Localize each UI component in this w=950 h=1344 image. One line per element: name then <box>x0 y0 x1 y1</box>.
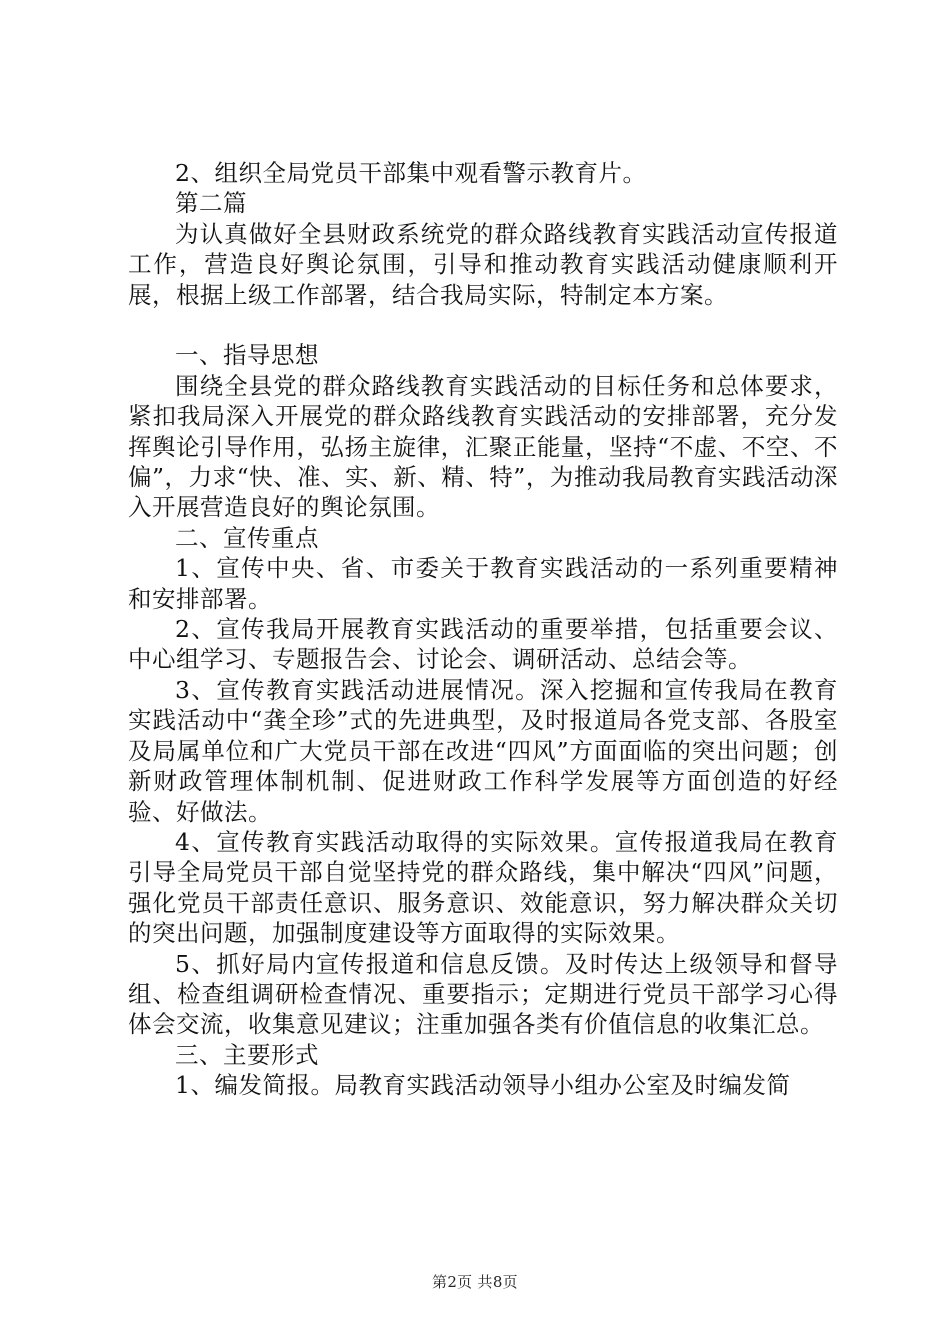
paragraph-item-2: 2、组织全局党员干部集中观看警示教育片。 <box>175 159 647 187</box>
heading-main-forms: 三、主要形式 <box>175 1040 319 1069</box>
heading-guiding-ideology: 一、指导思想 <box>175 341 319 370</box>
document-body <box>128 158 838 1101</box>
heading-publicity-focus: 二、宣传重点 <box>175 523 319 552</box>
section-title-second-part: 第二篇 <box>175 189 247 218</box>
paragraph-focus-5: 5、抓好局内宣传报道和信息反馈。及时传达上级领导和督导组、检查组调研检查情况、重要指示；定期进行党员干部学习心得体会交流，收集意见建议；注重加强各类有价值信息的收集汇总。 <box>128 949 838 1039</box>
paragraph-form-1: 1、编发简报。局教育实践活动领导小组办公室及时编发简 <box>175 1071 791 1100</box>
paragraph-focus-3: 3、宣传教育实践活动进展情况。深入挖掘和宣传我局在教育实践活动中“龚全珍”式的先进典型，及时报道局各党支部、各股室及局属单位和广大党员干部在改进“四风”方面面临的突出问题；创新财政管理体制机制、促进财政工作科学发展等方面创造的好经验、好做法。 <box>128 675 838 826</box>
paragraph-focus-1: 1、宣传中央、省、市委关于教育实践活动的一系列重要精神和安排部署。 <box>128 554 838 613</box>
paragraph-focus-4: 4、宣传教育实践活动取得的实际效果。宣传报道我局在教育引导全局党员干部自觉坚持党的群众路线，集中解决“四风”问题，强化党员干部责任意识、服务意识、效能意识，努力解决群众关切的突出问题，加强制度建设等方面取得的实际效果。 <box>128 827 838 948</box>
paragraph-intro: 为认真做好全县财政系统党的群众路线教育实践活动宣传报道工作，营造良好舆论氛围，引导和推动教育实践活动健康顺利开展，根据上级工作部署，结合我局实际，特制定本方案。 <box>128 219 838 309</box>
page-number-footer: 第2页 共8页 <box>432 1273 518 1291</box>
blank-line <box>128 310 838 340</box>
paragraph-guiding-ideology: 围绕全县党的群众路线教育实践活动的目标任务和总体要求，紧扣我局深入开展党的群众路线教育实践活动的安排部署，充分发挥舆论引导作用，弘扬主旋律，汇聚正能量，坚持“不虚、不空、不偏”，力求“快、准、实、新、精、特”，为推动我局教育实践活动深入开展营造良好的舆论氛围。 <box>128 371 838 522</box>
paragraph-focus-2: 2、宣传我局开展教育实践活动的重要举措，包括重要会议、中心组学习、专题报告会、讨论会、调研活动、总结会等。 <box>128 615 838 674</box>
